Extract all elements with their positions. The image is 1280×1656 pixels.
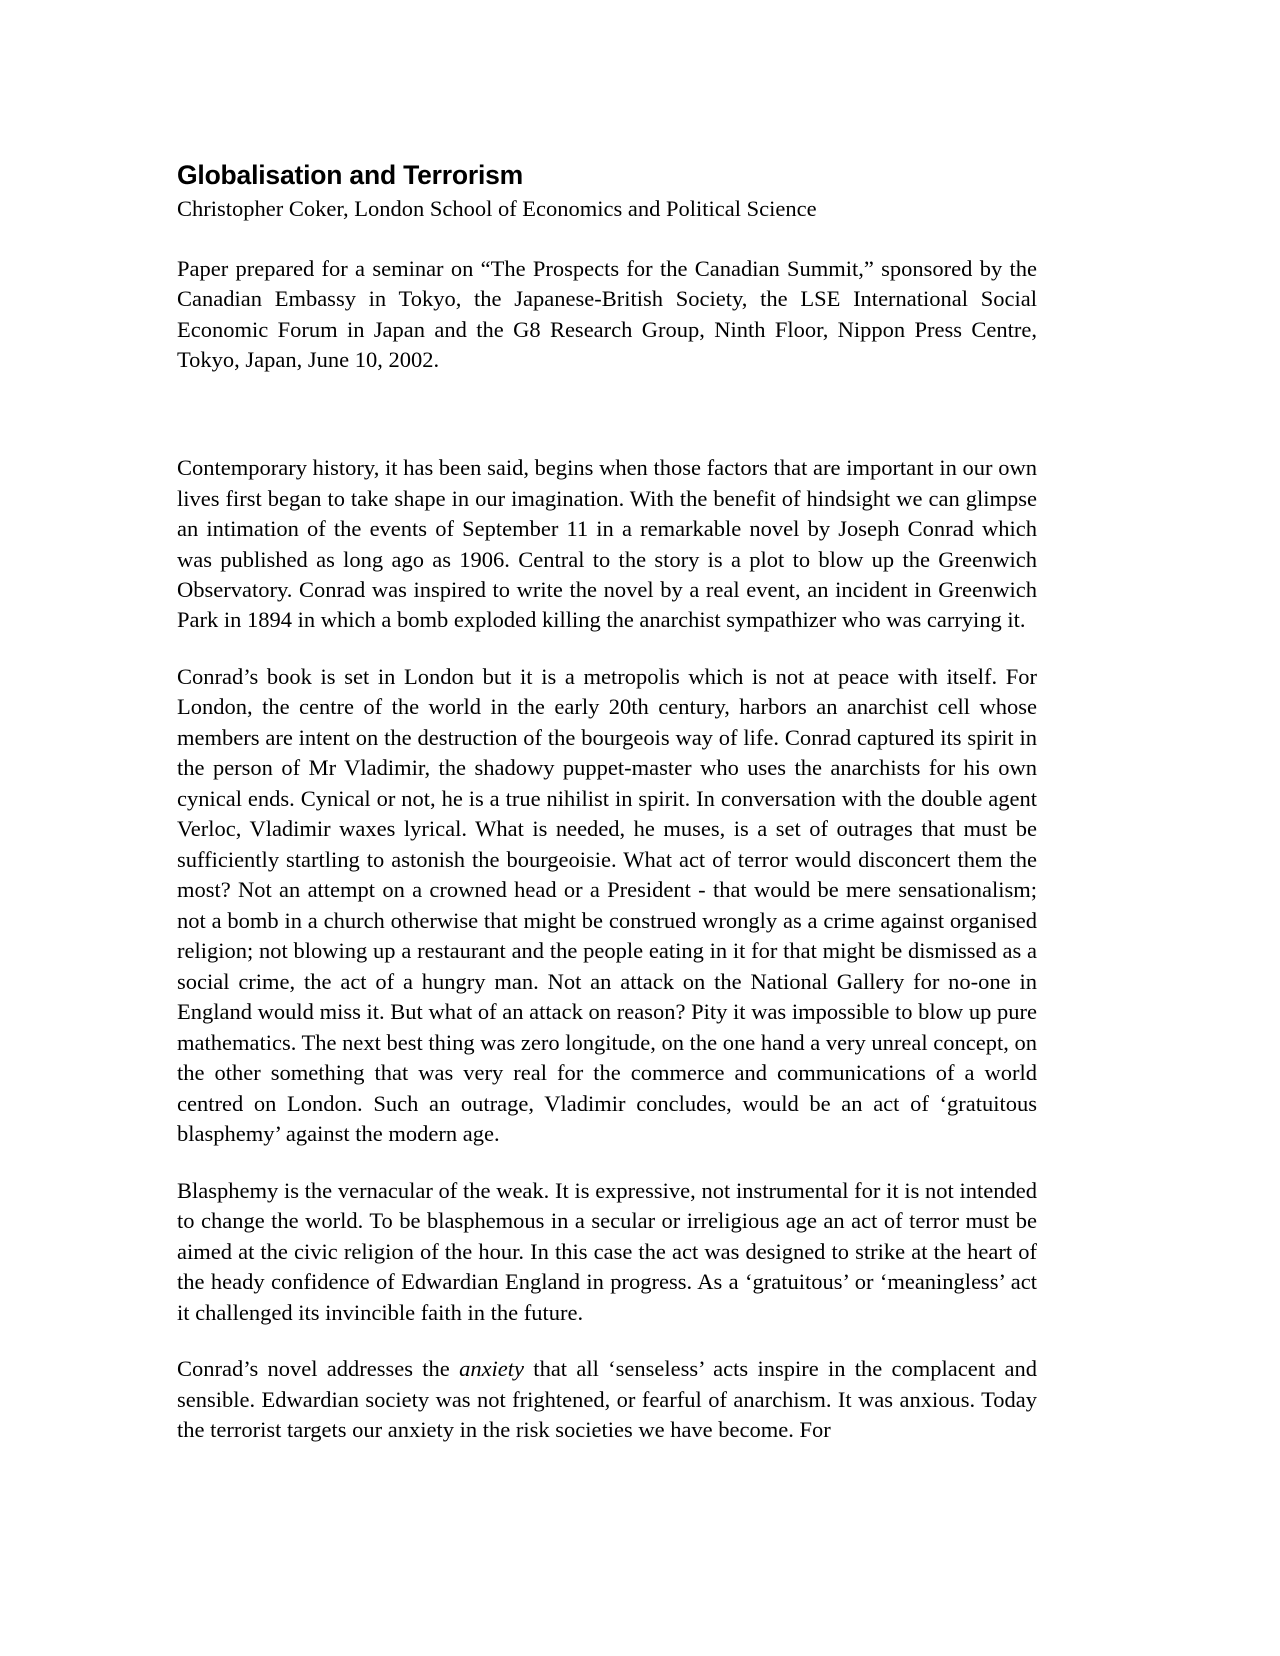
document-body xyxy=(177,160,1037,1446)
paper-provenance-note: Paper prepared for a seminar on “The Prospects for the Canadian Summit,” sponsored by the Canadian Embassy in Tokyo, the Japanese-British Society, the LSE International Social Economic Forum in Japan and the G8 Research Group, Ninth Floor, Nippon Press Centre, Tokyo, Japan, June 10, 2002. xyxy=(177,256,1037,372)
section-spacer xyxy=(177,375,1037,453)
body-paragraph-1: Contemporary history, it has been said, begins when those factors that are important in our own lives first began to take shape in our imagination. With the benefit of hindsight we can glimpse an intimation of the events of September 11 in a remarkable novel by Joseph Conrad which was published as long ago as 1906. Central to the story is a plot to blow up the Greenwich Observatory. Conrad was inspired to write the novel by a real event, an incident in Greenwich Park in 1894 in which a bomb exploded killing the anarchist sympathizer who was carrying it. xyxy=(177,455,1037,633)
body-paragraph-3: Blasphemy is the vernacular of the weak. It is expressive, not instrumental for it is not intended to change the world. To be blasphemous in a secular or irreligious age an act of terror must be aimed at the civic religion of the hour. In this case the act was designed to strike at the heart of the heady confidence of Edwardian England in progress. As a ‘gratuitous’ or ‘meaningless’ act it challenged its invincible faith in the future. xyxy=(177,1177,1037,1325)
page-title: Globalisation and Terrorism xyxy=(177,160,524,190)
paragraph-4-lead: Conrad’s novel addresses the xyxy=(177,1356,460,1382)
body-paragraph-4 xyxy=(177,1354,1037,1445)
author-byline: Christopher Coker, London School of Economics and Political Science xyxy=(177,196,817,222)
emphasis-anxiety: anxiety xyxy=(459,1356,525,1382)
body-paragraph-2: Conrad’s book is set in London but it is a metropolis which is not at peace with itself. For London, the centre of the world in the early 20th century, harbors an anarchist cell whose members are intent on the destruction of the bourgeois way of life. Conrad captured its spirit in the person of Mr Vladimir, the shadowy puppet-master who uses the anarchists for his own cynical ends. Cynical or not, he is a true nihilist in spirit. In conversation with the double agent Verloc, Vladimir waxes lyrical. What is needed, he muses, is a set of outrages that must be sufficiently startling to astonish the bourgeoisie. What act of terror would disconcert them the most? Not an attempt on a crowned head or a President - that would be mere sensationalism; not a bomb in a church otherwise that might be construed wrongly as a crime against organised religion; not blowing up a restaurant and the people eating in it for that might be dismissed as a social crime, the act of a hungry man. Not an attack on the National Gallery for no-one in England would miss it. But what of an attack on reason? Pity it was impossible to blow up pure mathematics. The next best thing was zero longitude, on the one hand a very unreal concept, on the other something that was very real for the commerce and communications of a world centred on London. Such an outrage, Vladimir concludes, would be an act of ‘gratuitous blasphemy’ against the modern age. xyxy=(177,663,1037,1147)
paragraph-4-tail: that all ‘senseless’ acts inspire in the complacent and sensible. Edwardian society was not frightened, or fearful of anarchism. It was anxious. Today the terrorist targets our anxiety in the risk societies we have become. For xyxy=(177,1356,1037,1443)
